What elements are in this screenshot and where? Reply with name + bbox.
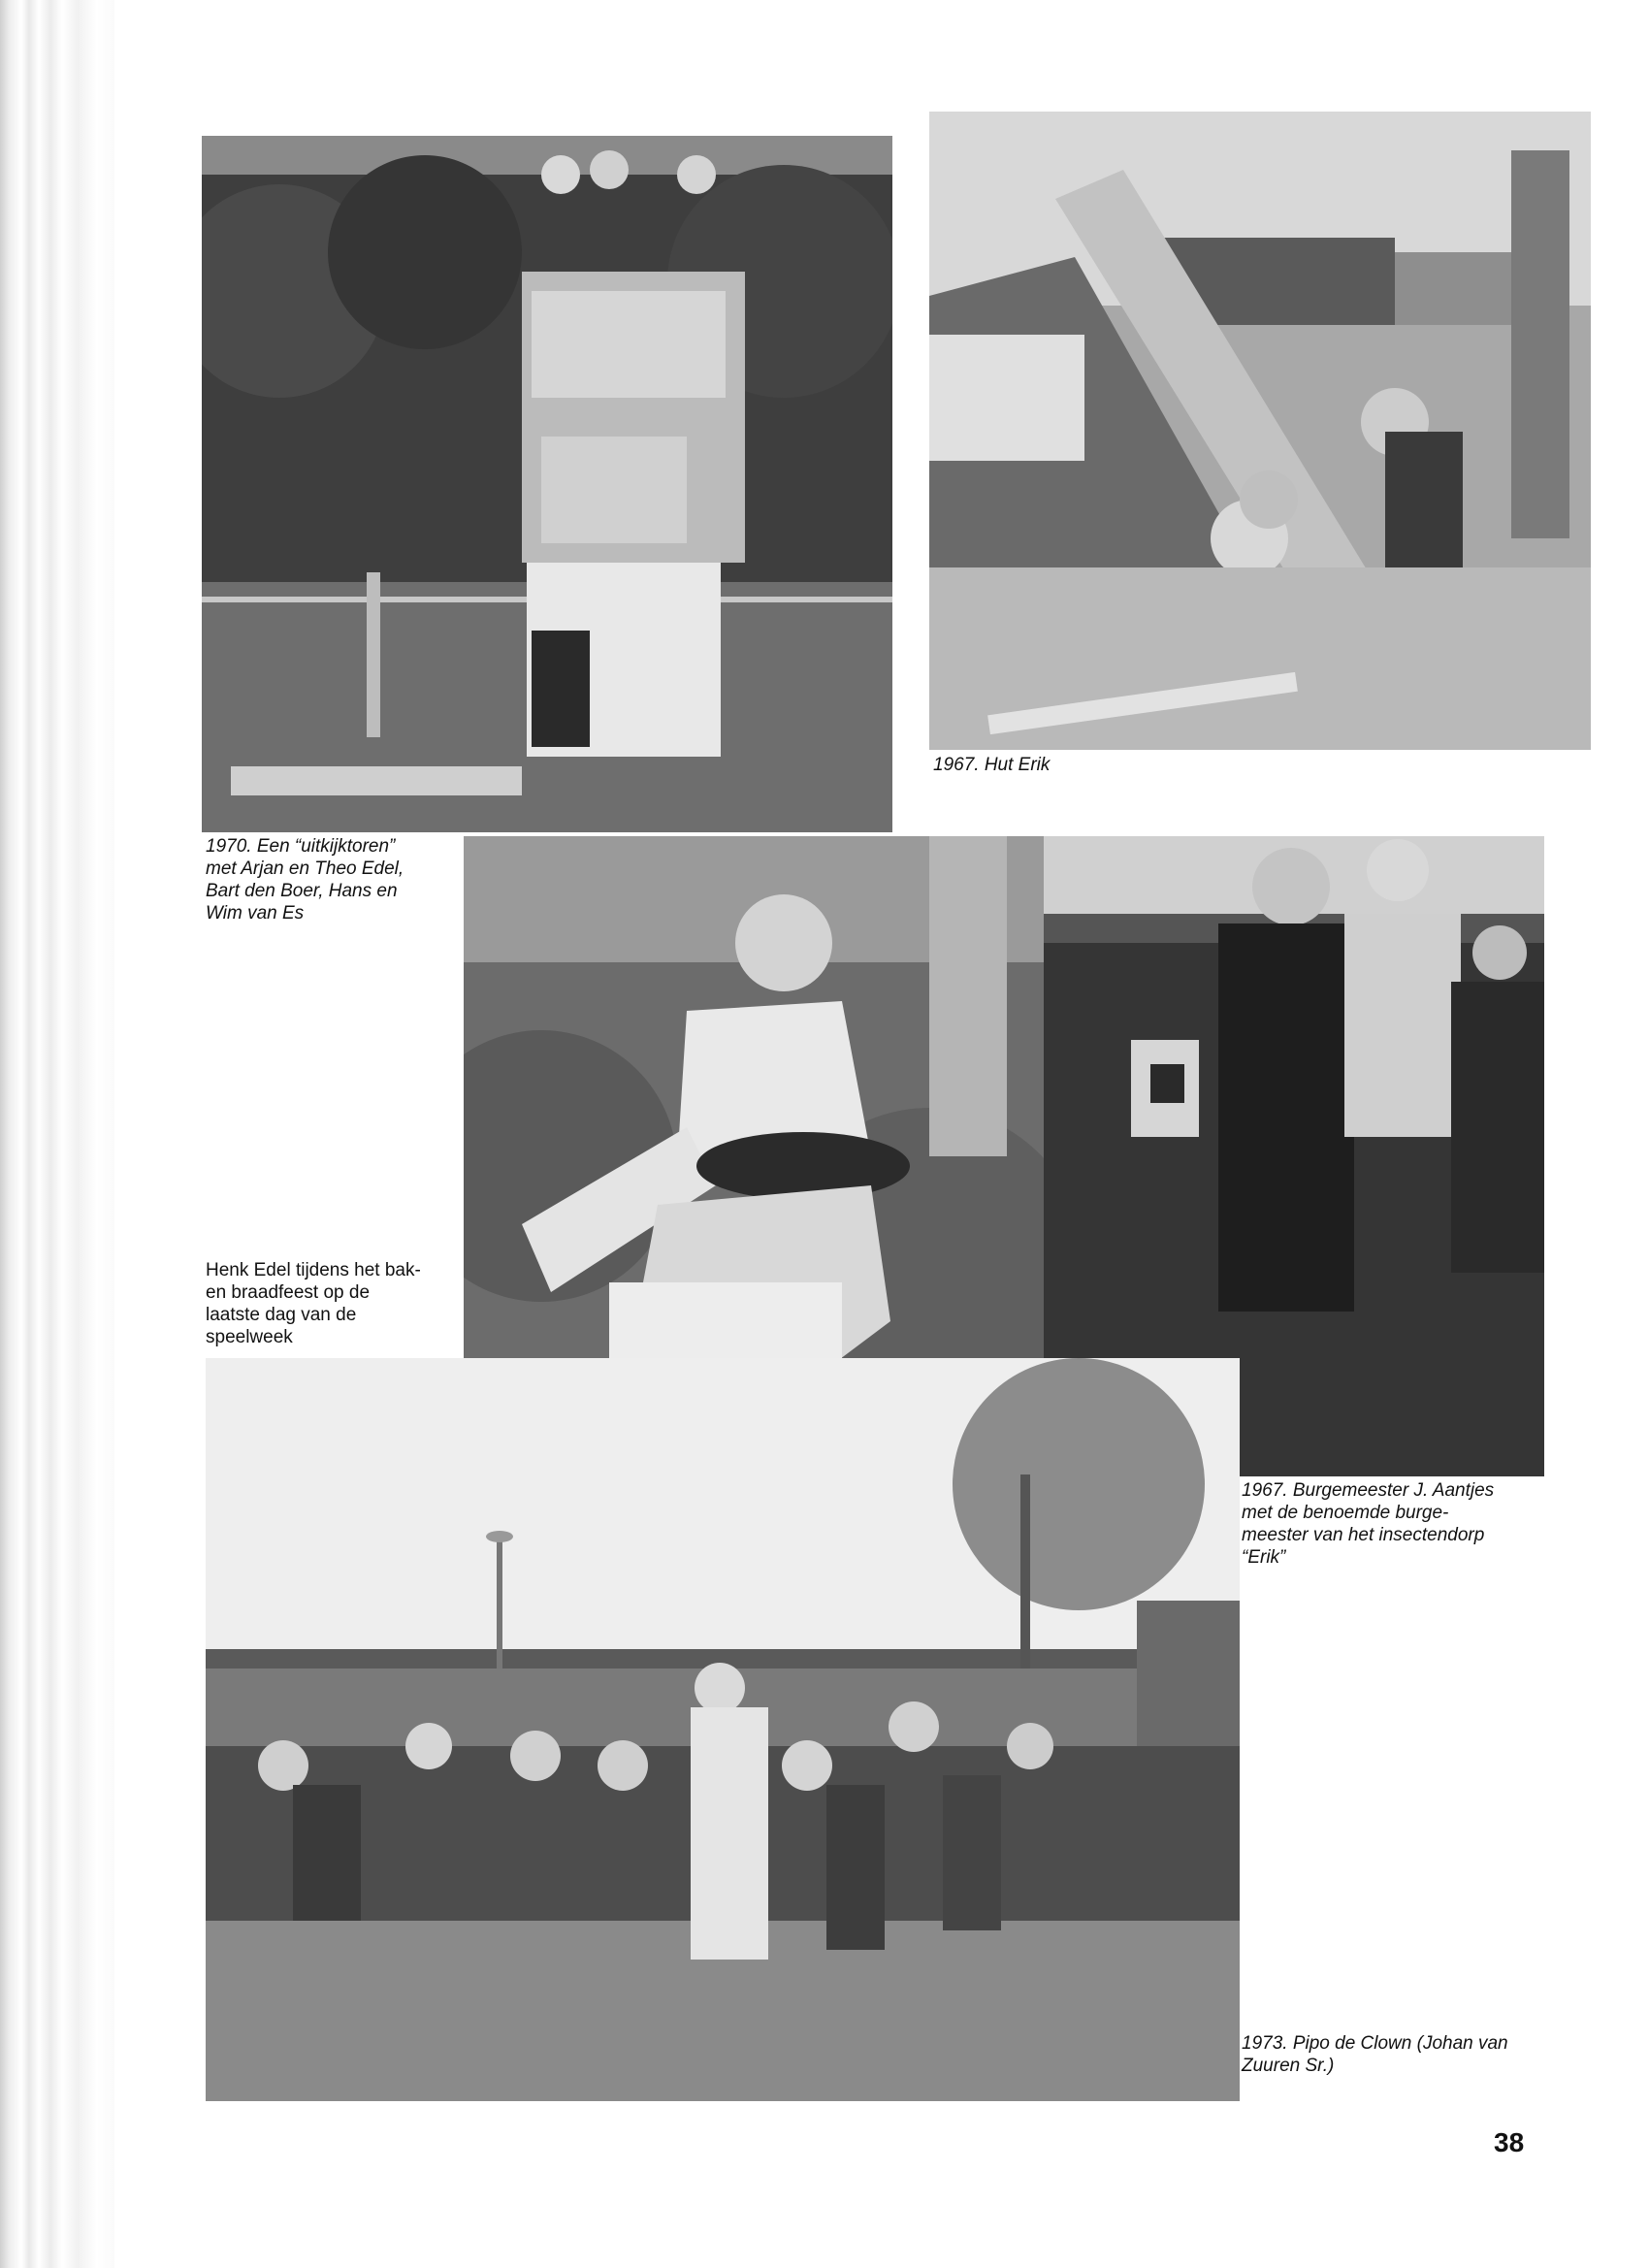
- photo-lookout-tower: [202, 136, 892, 832]
- photo-clown-children-image: [206, 1358, 1240, 2101]
- caption-clown: 1973. Pipo de Clown (Johan van Zuuren Sr.): [1242, 2033, 1508, 2076]
- caption-boy-cooking: Henk Edel tijdens het bak- en braadfeest op de laatste dag van de speelweek: [206, 1260, 421, 1347]
- photo-lookout-tower-image: [202, 136, 892, 832]
- caption-lookout-tower: 1970. Een “uitkijktoren” met Arjan en Theo Edel, Bart den Boer, Hans en Wim van Es: [206, 836, 404, 923]
- photo-boy-cooking: [464, 836, 1044, 1430]
- caption-hut-erik: 1967. Hut Erik: [933, 755, 1051, 775]
- photo-hut-erik: [929, 112, 1591, 750]
- photo-hut-erik-image: [929, 112, 1591, 750]
- photo-boy-cooking-image: [464, 836, 1044, 1430]
- caption-mayor: 1967. Burgemeester J. Aantjes met de benoemde burge- meester van het insectendorp “Erik”: [1242, 1480, 1495, 1568]
- book-page-edge: [0, 0, 114, 2268]
- page-number: 38: [1494, 2127, 1525, 2157]
- photo-clown-children: [206, 1358, 1240, 2101]
